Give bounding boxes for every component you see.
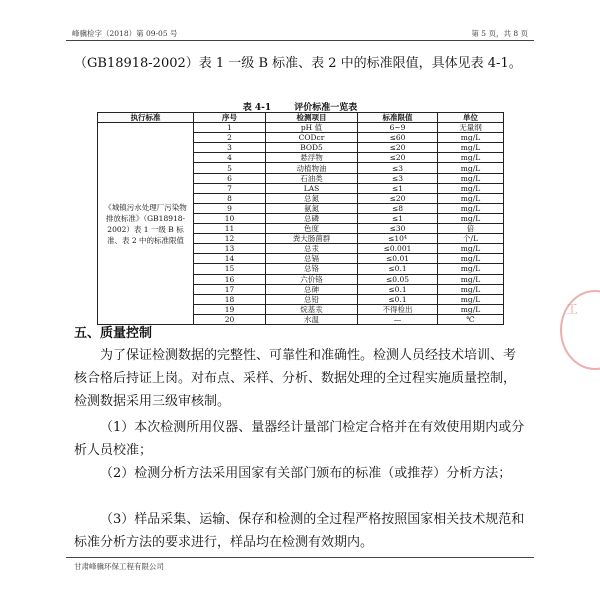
cell-no: 8: [194, 193, 266, 203]
cell-unit: 个/L: [438, 234, 504, 244]
cell-limit: 6~9: [358, 123, 438, 133]
cell-item: 氨氮: [266, 203, 358, 213]
page-number: 第 5 页，共 8 页: [471, 29, 528, 38]
cell-item: 色度: [266, 224, 358, 234]
cell-limit: 不得检出: [358, 304, 438, 314]
cell-unit: mg/L: [438, 294, 504, 304]
cell-unit: mg/L: [438, 183, 504, 193]
cell-unit: mg/L: [438, 304, 504, 314]
cell-item: 悬浮物: [266, 153, 358, 163]
cell-limit: ≤20: [358, 143, 438, 153]
cell-unit: mg/L: [438, 213, 504, 223]
cell-item: 总铅: [266, 294, 358, 304]
cell-item: 六价铬: [266, 274, 358, 284]
cell-item: 总铬: [266, 264, 358, 274]
cell-limit: ≤30: [358, 224, 438, 234]
cell-limit: ≤3: [358, 163, 438, 173]
cell-limit: ≤60: [358, 133, 438, 143]
standard-label-cell: 《城镇污水处理厂污染物排放标准》（GB18918-2002）表 1 一级 B 标准、表 2 中的标准限值: [98, 123, 194, 325]
cell-unit: mg/L: [438, 163, 504, 173]
cell-item: 总镉: [266, 254, 358, 264]
cell-item: 动植物油: [266, 163, 358, 173]
cell-no: 5: [194, 163, 266, 173]
cell-no: 4: [194, 153, 266, 163]
cell-no: 17: [194, 284, 266, 294]
cell-limit: ≤0.05: [358, 274, 438, 284]
cell-unit: mg/L: [438, 203, 504, 213]
intro-paragraph: （GB18918-2002）表 1 一级 B 标准、表 2 中的标准限值，具体见表 4-1。: [74, 56, 522, 71]
cell-no: 14: [194, 254, 266, 264]
cell-unit: mg/L: [438, 193, 504, 203]
cell-limit: ≤0.001: [358, 244, 438, 254]
cell-item: CODcr: [266, 133, 358, 143]
cell-no: 3: [194, 143, 266, 153]
cell-no: 11: [194, 224, 266, 234]
cell-unit: mg/L: [438, 244, 504, 254]
table-header-row: [98, 113, 504, 123]
cell-item: 总砷: [266, 284, 358, 294]
cell-no: 7: [194, 183, 266, 193]
cell-limit: ≤1: [358, 213, 438, 223]
cell-limit: ≤8: [358, 203, 438, 213]
seal-text: 工: [566, 302, 579, 316]
cell-unit: mg/L: [438, 254, 504, 264]
cell-item: 总氮: [266, 193, 358, 203]
cell-limit: ≤10⁴: [358, 234, 438, 244]
cell-unit: mg/L: [438, 274, 504, 284]
cell-item: 粪大肠菌群: [266, 234, 358, 244]
cell-item: LAS: [266, 183, 358, 193]
section-paragraph-3: （2）检测分析方法采用国家有关部门颁布的标准（或推荐）分析方法；: [100, 466, 512, 481]
table-caption-title: 评价标准一览表: [294, 103, 358, 113]
cell-unit: 无量纲: [438, 123, 504, 133]
cell-item: BOD5: [266, 143, 358, 153]
cell-no: 12: [194, 234, 266, 244]
cell-no: 10: [194, 213, 266, 223]
cell-unit: mg/L: [438, 173, 504, 183]
cell-unit: mg/L: [438, 133, 504, 143]
cell-unit: mg/L: [438, 284, 504, 294]
cell-no: 9: [194, 203, 266, 213]
cell-no: 20: [194, 314, 266, 324]
table-caption-number: 表 4-1: [242, 103, 272, 113]
cell-item: 总磷: [266, 213, 358, 223]
company-seal: [560, 290, 600, 370]
cell-item: 总汞: [266, 244, 358, 254]
cell-unit: mg/L: [438, 264, 504, 274]
cell-no: 13: [194, 244, 266, 254]
cell-limit: —: [358, 314, 438, 324]
cell-no: 16: [194, 274, 266, 284]
document-number: 峰骥检字（2018）第 09-05 号: [72, 29, 178, 38]
footer-company: 甘肃峰骥环保工程有限公司: [74, 562, 164, 571]
cell-unit: ℃: [438, 314, 504, 324]
cell-item: 烷基汞: [266, 304, 358, 314]
cell-limit: ≤0.1: [358, 284, 438, 294]
footer-divider: [66, 557, 534, 558]
section-paragraph-4: （3）样品采集、运输、保存和检测的全过程严格按照国家相关技术规范和标准分析方法的要求进行，样品均在检测有效期内。: [74, 512, 525, 550]
cell-no: 15: [194, 264, 266, 274]
cell-unit: mg/L: [438, 143, 504, 153]
cell-unit: 倍: [438, 224, 504, 234]
cell-limit: ≤0.1: [358, 294, 438, 304]
cell-no: 18: [194, 294, 266, 304]
cell-no: 1: [194, 123, 266, 133]
cell-limit: ≤20: [358, 153, 438, 163]
cell-limit: ≤1: [358, 183, 438, 193]
cell-unit: mg/L: [438, 153, 504, 163]
cell-item: 石油类: [266, 173, 358, 183]
header-unit: 单位: [438, 113, 504, 123]
header-standard: 执行标准: [98, 113, 194, 123]
header-divider: [66, 40, 534, 41]
cell-item: pH 值: [266, 123, 358, 133]
cell-limit: ≤20: [358, 193, 438, 203]
header-item: 检测项目: [266, 113, 358, 123]
cell-limit: ≤3: [358, 173, 438, 183]
section-title: 五、质量控制: [74, 326, 153, 341]
cell-no: 19: [194, 304, 266, 314]
table-row: [98, 123, 504, 133]
cell-limit: ≤0.01: [358, 254, 438, 264]
section-paragraph-2: （1）本次检测所用仪器、量器经计量部门检定合格并在有效使用期内或分析人员校准；: [74, 420, 525, 458]
header-limit: 标准限值: [358, 113, 438, 123]
cell-item: 水温: [266, 314, 358, 324]
cell-limit: ≤0.1: [358, 264, 438, 274]
cell-no: 2: [194, 133, 266, 143]
cell-no: 6: [194, 173, 266, 183]
standards-table: [97, 112, 504, 325]
header-number: 序号: [194, 113, 266, 123]
section-paragraph-1: 为了保证检测数据的完整性、可靠性和准确性。检测人员经技术培训、考核合格后持证上岗。对布点、采样、分析、数据处理的全过程实施质量控制，检测数据采用三级审核制。: [74, 348, 517, 409]
